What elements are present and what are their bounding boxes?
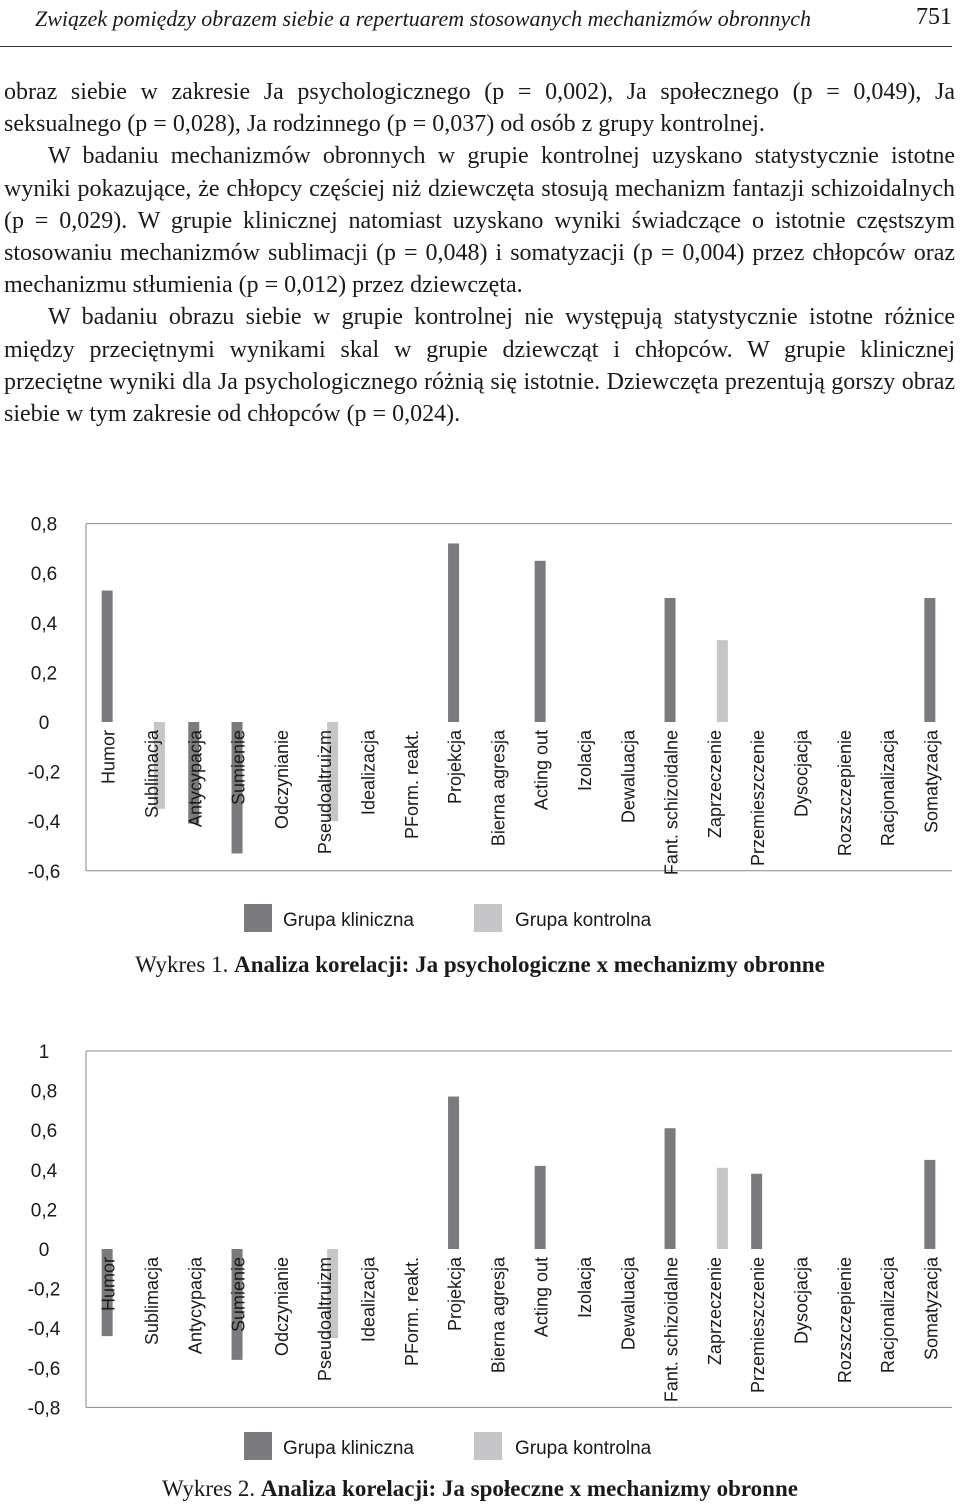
caption-prefix: Wykres 1. xyxy=(135,952,235,977)
caption-prefix: Wykres 2. xyxy=(162,1476,261,1501)
category-label: Przemieszczenie xyxy=(748,1257,769,1394)
chart-2-legend xyxy=(0,1432,960,1466)
category-label: Projekcja xyxy=(445,730,466,805)
y-tick-label: 0,6 xyxy=(30,564,58,586)
page-number: 751 xyxy=(916,4,952,30)
category-label: Antycypacja xyxy=(185,1257,206,1355)
category-label: Bierna agresja xyxy=(488,1257,509,1374)
y-tick-label: 0,2 xyxy=(30,1200,58,1222)
category-label: Racjonalizacja xyxy=(878,730,899,847)
paragraph: W badaniu mechanizmów obronnych w grupie kontrolnej uzyskano statystycznie istotne wyniki pokazujące, że chłopcy częściej niż dziewczęta stosują mechanizm fantazji schizoidalnych (p = 0,029). W grupie klinicznej natomiast uzyskano wyniki świadczące o istotnie częstszym stosowaniu mechanizmów sublimacji (p = 0,048) i somatyzacji (p = 0,004) przez chłopców oraz mechanizmu stłumienia (p = 0,012) przez dziewczęta. xyxy=(4,143,955,299)
caption-title: Analiza korelacji: Ja społeczne x mechanizmy obronne xyxy=(260,1476,798,1501)
category-label: Sumienie xyxy=(228,730,249,806)
paragraph: W badaniu obrazu siebie w grupie kontrolnej nie występują statystycznie istotne różnice między przeciętnymi wynikami skal w grupie dziewcząt i chłopców. W grupie klinicznej przeciętne wyniki dla Ja psychologicznego różnią się istotnie. Dziewczęta prezentują gorszy obraz siebie w tym zakresie od chłopców (p = 0,024). xyxy=(4,304,955,428)
y-tick-label: -0,6 xyxy=(27,1358,61,1380)
category-label: Sublimacja xyxy=(141,1257,162,1346)
category-label: Acting out xyxy=(531,1257,552,1338)
legend-label-clinical: Grupa kliniczna xyxy=(283,1438,414,1459)
category-label: Antycypacja xyxy=(185,730,206,828)
y-tick-label: 0 xyxy=(38,713,50,734)
bar-clinical xyxy=(535,1166,546,1249)
category-label: Dysocjacja xyxy=(791,730,812,818)
category-label: Izolacja xyxy=(574,730,595,792)
y-tick-label: 0,8 xyxy=(30,1081,58,1103)
category-label: Izolacja xyxy=(574,1257,595,1319)
category-label: Sublimacja xyxy=(141,730,162,819)
category-label: Odczynianie xyxy=(271,730,292,830)
y-tick-label: 0,4 xyxy=(30,613,58,635)
category-label: PForm. reakt. xyxy=(401,730,422,840)
bar-control xyxy=(717,1168,728,1249)
category-label: PForm. reakt. xyxy=(401,1257,422,1367)
legend-label-clinical: Grupa kliniczna xyxy=(283,910,414,931)
category-label: Bierna agresja xyxy=(488,730,509,847)
bar-clinical xyxy=(665,1128,676,1249)
caption-title: Analiza korelacji: Ja psychologiczne x mechanizmy obronne xyxy=(234,952,825,977)
category-label: Pseudoaltruizm xyxy=(315,1257,336,1382)
category-label: Przemieszczenie xyxy=(748,730,769,867)
y-tick-label: -0,6 xyxy=(27,861,61,883)
category-label: Fant. schizoidalne xyxy=(661,1257,682,1403)
category-label: Racjonalizacja xyxy=(878,1257,899,1374)
category-label: Odczynianie xyxy=(271,1257,292,1357)
legend-swatch-control xyxy=(474,1432,502,1460)
y-tick-label: 0 xyxy=(38,1240,50,1261)
category-label: Fant. schizoidalne xyxy=(661,730,682,876)
category-label: Pseudoaltruizm xyxy=(315,730,336,855)
y-tick-label: 0,2 xyxy=(30,663,58,685)
y-tick-label: 1 xyxy=(38,1042,50,1063)
y-tick-label: -0,4 xyxy=(27,812,61,834)
y-tick-label: -0,8 xyxy=(27,1398,61,1420)
bar-clinical xyxy=(924,1160,935,1249)
y-tick-label: -0,4 xyxy=(27,1319,61,1341)
running-title: Związek pomiędzy obrazem siebie a repertuarem stosowanych mechanizmów obronnych xyxy=(35,6,812,31)
y-tick-label: 0,8 xyxy=(30,514,58,536)
bar-clinical xyxy=(751,1174,762,1249)
category-label: Somatyzacja xyxy=(921,730,942,834)
y-tick-label: -0,2 xyxy=(27,762,61,784)
category-label: Dewaluacja xyxy=(618,730,639,824)
category-label: Humor xyxy=(98,730,119,785)
category-label: Zaprzeczenie xyxy=(704,730,725,839)
category-label: Dysocjacja xyxy=(791,1257,812,1345)
y-tick-label: 0,6 xyxy=(30,1121,58,1143)
paragraph: obraz siebie w zakresie Ja psychologicznego (p = 0,002), Ja społecznego (p = 0,049), Ja seksualnego (p = 0,028), Ja rodzinnego (p = 0,037) od osób z grupy kontrolnej. xyxy=(4,79,955,138)
category-label: Sumienie xyxy=(228,1257,249,1333)
category-label: Dewaluacja xyxy=(618,1257,639,1351)
category-label: Rozszczepienie xyxy=(834,730,855,857)
y-tick-label: 0,4 xyxy=(30,1160,58,1182)
legend-swatch-clinical xyxy=(244,1432,272,1460)
chart-2-caption xyxy=(0,1476,960,1502)
category-label: Idealizacja xyxy=(358,730,379,816)
category-label: Acting out xyxy=(531,730,552,811)
category-label: Somatyzacja xyxy=(921,1257,942,1361)
category-label: Zaprzeczenie xyxy=(704,1257,725,1366)
bar-clinical xyxy=(448,1097,459,1249)
category-label: Projekcja xyxy=(445,1257,466,1332)
y-tick-label: -0,2 xyxy=(27,1279,61,1301)
category-label: Humor xyxy=(98,1257,119,1312)
category-label: Rozszczepienie xyxy=(834,1257,855,1384)
category-label: Idealizacja xyxy=(358,1257,379,1343)
legend-label-control: Grupa kontrolna xyxy=(515,910,652,931)
legend-label-control: Grupa kontrolna xyxy=(515,1438,652,1459)
